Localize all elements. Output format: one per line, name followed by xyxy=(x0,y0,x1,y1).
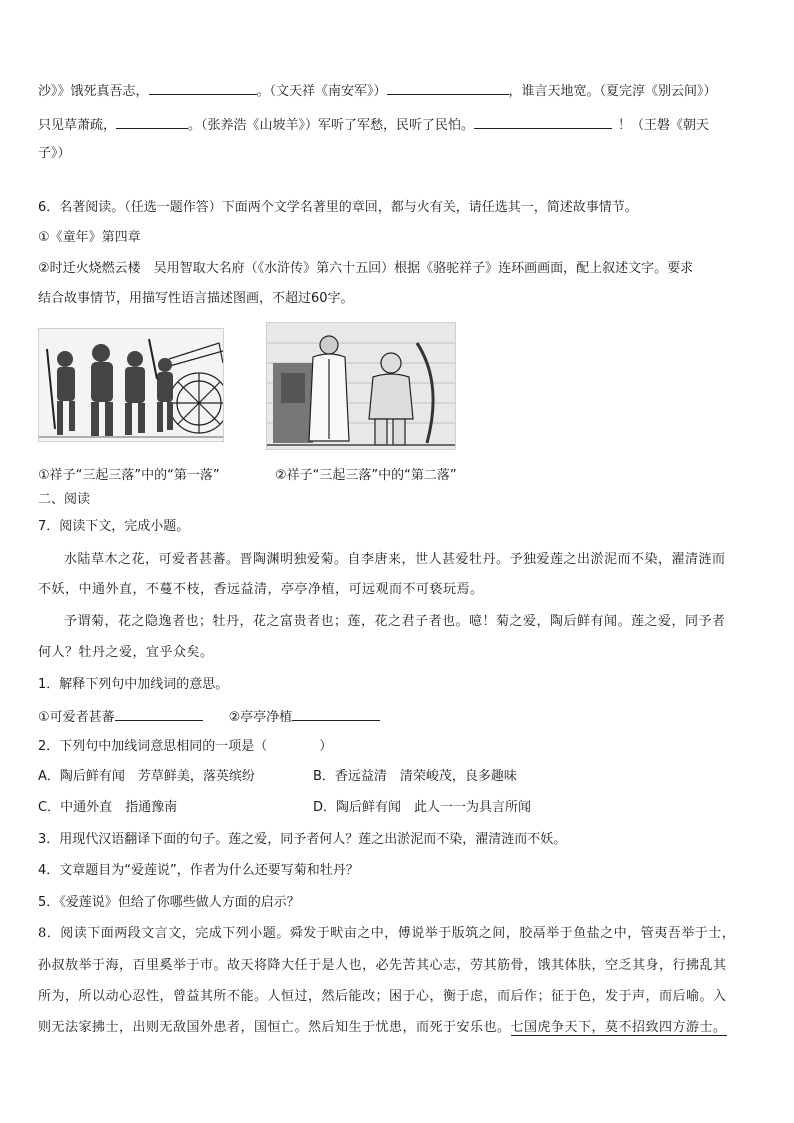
underlined-sentence: 七国虎争天下，莫不招致四方游士。 xyxy=(510,1020,727,1035)
q5-line-1 xyxy=(38,80,717,102)
q6-requirement: 结合故事情节，用描写性语言描述图画，不超过60字。 xyxy=(38,291,354,306)
q5-text-2b: 。（张养浩《山坡羊》）军听了军愁，民听了民怕。 xyxy=(188,118,475,133)
answer-blank[interactable] xyxy=(292,706,380,721)
q8-line-3: 所为，所以动心忍性，曾益其所不能。人恒过，然后能改；困于心，衡于虑，而后作；征于色，发于声，而后喻。入 xyxy=(38,989,727,1004)
q5-text-1b: 。（文天祥《南安军》） xyxy=(256,84,387,99)
q7-sub-2-option-a[interactable]: A．陶后鲜有闻 芳草鲜美，落英缤纷 xyxy=(38,769,255,784)
passage-p2-line1: 予谓菊，花之隐逸者也；牡丹，花之富贵者也；莲，花之君子者也。噫！菊之爱，陶后鲜有闻。莲之爱，同予者 xyxy=(64,614,726,629)
illustration-caption-2: ②祥子“三起三落”中的“第二落” xyxy=(275,468,457,483)
q7-sub-5: 5．《爱莲说》但给了你哪些做人方面的启示？ xyxy=(38,895,300,910)
answer-blank[interactable] xyxy=(116,114,188,129)
q5-text-2c: ！（王磐《朝天 xyxy=(618,118,710,133)
comic-illustration-1 xyxy=(38,328,224,442)
passage-p1-line2: 不妖，中通外直，不蔓不枝，香远益清，亭亭净植，可远观而不可亵玩焉。 xyxy=(38,582,484,597)
q5-text-1a: 沙》》饿死真吾志， xyxy=(38,84,149,99)
q7-sub-2-option-c[interactable]: C．中通外直 指通豫南 xyxy=(38,800,178,815)
q7-sub-1-item-b: ②亭亭净植 xyxy=(228,710,293,725)
q5-text-2a: 只见草萧疏， xyxy=(38,118,117,133)
q7-sub-1-items xyxy=(38,706,380,728)
q6-stem: 6．名著阅读。（任选一题作答）下面两个文学名著里的章回，都与火有关，请任选其一，简述故事情节。 xyxy=(38,200,638,215)
q5-line-3: 子》） xyxy=(38,146,71,161)
q7-sub-3: 3．用现代汉语翻译下面的句子。莲之爱，同予者何人？莲之出淤泥而不染，濯清涟而不妖。 xyxy=(38,832,567,847)
q8-line-4-text: 则无法家拂士，出则无敌国外患者，国恒亡。然后知生于忧患，而死于安乐也。 xyxy=(38,1020,511,1035)
q7-sub-1-item-a: ①可爱者甚蕃 xyxy=(38,710,115,725)
answer-blank[interactable] xyxy=(149,80,257,95)
q5-line-2 xyxy=(38,114,709,136)
answer-blank[interactable] xyxy=(387,80,509,95)
q7-intro: 7．阅读下文，完成小题。 xyxy=(38,519,190,534)
q7-sub-4: 4．文章题目为“爱莲说”，作者为什么还要写菊和牡丹？ xyxy=(38,863,359,878)
q5-text-1c: ，谁言天地宽。（夏完淳《别云间》） xyxy=(508,84,717,99)
section-heading: 二、阅读 xyxy=(38,492,91,507)
q8-line-2: 孙叔敖举于海，百里奚举于市。故天将降大任于是人也，必先苦其心志，劳其筋骨，饿其体肤，空乏其身，行拂乱其 xyxy=(38,958,727,973)
q7-sub-2: 2．下列句中加线词意思相同的一项是（ ） xyxy=(38,739,333,754)
q6-option-2: ②时迁火烧燃云楼 吴用智取大名府（《水浒传》第六十五回）根据《骆驼祥子》连环画画面，配上叙述文字。要求 xyxy=(38,261,694,276)
q7-sub-1: 1．解释下列句中加线词的意思。 xyxy=(38,677,229,692)
q7-sub-2-option-b[interactable]: B．香远益清 清荣峻茂，良多趣味 xyxy=(313,769,517,784)
comic-illustration-2 xyxy=(266,322,456,450)
passage-p2-line2: 何人？牡丹之爱，宜乎众矣。 xyxy=(38,645,214,660)
q8-line-4 xyxy=(38,1018,727,1038)
answer-blank[interactable] xyxy=(474,114,612,129)
illustration-caption-1: ①祥子“三起三落”中的“第一落” xyxy=(38,468,220,483)
passage-p1-line1: 水陆草木之花，可爱者甚蕃。晋陶渊明独爱菊。自李唐来，世人甚爱牡丹。予独爱莲之出淤泥而不染，濯清涟而 xyxy=(64,552,726,567)
q8-line-1: 8．阅读下面两段文言文，完成下列小题。舜发于畎亩之中，傅说举于版筑之间，胶鬲举于鱼盐之中，管夷吾举于士， xyxy=(38,926,736,941)
q7-sub-2-option-d[interactable]: D．陶后鲜有闻 此人一一为具言所闻 xyxy=(313,800,532,815)
q6-option-1: ①《童年》第四章 xyxy=(38,230,141,245)
answer-blank[interactable] xyxy=(115,706,203,721)
